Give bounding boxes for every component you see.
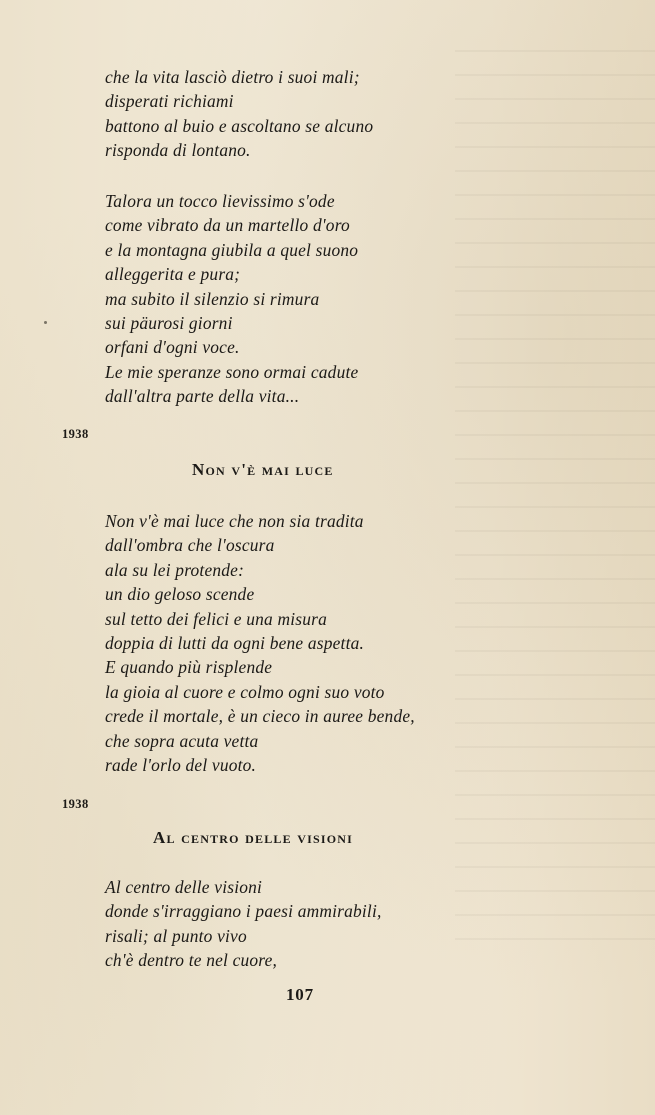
verse-line: sul tetto dei felici e una misura <box>105 608 328 629</box>
verse-line: donde s'irraggiano i paesi ammirabili, <box>105 901 382 922</box>
verse-line: crede il mortale, è un cieco in auree bende, <box>105 706 415 727</box>
poem-2-year: 1938 <box>62 797 89 811</box>
poem-1-stanza-1 <box>105 65 373 163</box>
poem-1-year: 1938 <box>62 427 89 441</box>
show-through-text <box>455 50 655 950</box>
verse-line: Non v'è mai luce che non sia tradita <box>105 511 364 531</box>
poem-3-title: Al centro delle visioni <box>153 828 354 847</box>
verse-line: ala su lei protende: <box>105 559 245 580</box>
verse-line: alleggerita e pura; <box>105 264 241 285</box>
verse-line: risali; al punto vivo <box>105 925 247 946</box>
verse-line: come vibrato da un martello d'oro <box>105 215 350 236</box>
verse-line: sui päurosi giorni <box>105 313 233 334</box>
page-number: 107 <box>286 985 314 1004</box>
verse-line: Le mie speranze sono ormai cadute <box>105 361 359 382</box>
verse-line: Talora un tocco lievissimo s'ode <box>105 191 335 211</box>
verse-line: la gioia al cuore e colmo ogni suo voto <box>105 681 385 702</box>
poem-2-title: Non v'è mai luce <box>192 460 334 479</box>
verse-line: un dio geloso scende <box>105 584 255 605</box>
verse-line: ch'è dentro te nel cuore, <box>105 950 278 971</box>
verse-line: orfani d'ogni voce. <box>105 337 240 358</box>
verse-line: che la vita lasciò dietro i suoi mali; <box>105 67 360 87</box>
poem-3-text <box>105 875 382 973</box>
verse-line: risponda di lontano. <box>105 140 251 161</box>
verse-line: dall'altra parte della vita... <box>105 386 300 407</box>
poem-2-text <box>105 509 415 777</box>
verse-line: Al centro delle visioni <box>105 877 263 897</box>
verse-line: battono al buio e ascoltano se alcuno <box>105 115 374 136</box>
verse-line: che sopra acuta vetta <box>105 730 259 751</box>
verse-line: doppia di lutti da ogni bene aspetta. <box>105 633 365 654</box>
verse-line: dall'ombra che l'oscura <box>105 535 275 556</box>
verse-line: e la montagna giubila a quel suono <box>105 239 359 260</box>
verse-line: rade l'orlo del vuoto. <box>105 755 257 776</box>
verse-line: disperati richiami <box>105 91 234 112</box>
verse-line: ma subito il silenzio si rimura <box>105 288 320 309</box>
paper-speck <box>44 321 47 324</box>
poem-1-stanza-2 <box>105 189 358 409</box>
verse-line: E quando più risplende <box>105 657 273 678</box>
